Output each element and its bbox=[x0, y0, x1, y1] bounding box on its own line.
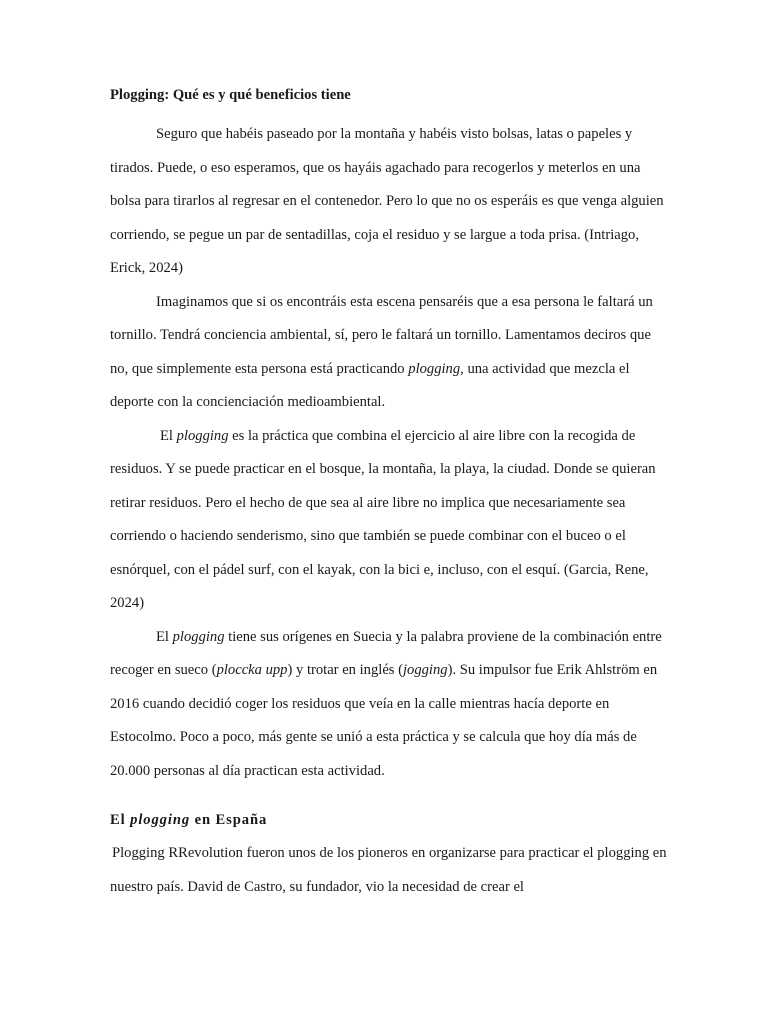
paragraph-2-text-a: Imaginamos que si os encontráis esta escena pensaréis que a esa persona le faltará un tornillo. Tendrá conciencia ambiental, sí, pero le faltará un tornillo. Lamentamos deciros que no, que simplemente esta persona está practicando bbox=[110, 293, 653, 377]
paragraph-4-text-a: El bbox=[156, 628, 173, 645]
paragraph-2-text-b: una actividad que mezcla el deporte con la concienciación medioambiental. bbox=[110, 360, 630, 410]
paragraph-3 bbox=[110, 420, 670, 621]
paragraph-4-emphasis-2: ploccka upp bbox=[216, 662, 288, 678]
paragraph-4-text-c: ) y trotar en inglés ( bbox=[287, 662, 403, 678]
paragraph-3-emphasis: plogging bbox=[176, 427, 229, 444]
paragraph-4-text-b: tiene sus orígenes en Suecia y la palabra proviene de la combinación entre recoger en sueco ( bbox=[110, 628, 662, 678]
section-heading bbox=[110, 805, 670, 835]
paragraph-2-emphasis: plogging, bbox=[408, 360, 464, 377]
section-heading-text-b: en España bbox=[190, 812, 268, 828]
paragraph-3-text-a: El bbox=[160, 427, 177, 444]
document-title: Plogging: Qué es y qué beneficios tiene bbox=[110, 87, 351, 103]
document-page bbox=[110, 84, 670, 904]
section-heading-text-a: El bbox=[110, 812, 131, 828]
paragraph-4 bbox=[110, 621, 670, 789]
paragraph-3-text-b: es la práctica que combina el ejercicio al aire libre con la recogida de residuos. Y se puede practicar en el bosque, la montaña, la playa, la ciudad. Donde se quieran retirar residuos. Pero el hecho de que sea al aire libre no implica que necesariamente sea corriendo o haciendo senderismo, sino que también se puede combinar con el buceo o el esnórquel, con el pádel surf, con el kayak, con la bici e, incluso, con el esquí. (Garcia, Rene, 2024) bbox=[110, 427, 656, 611]
paragraph-4-emphasis-1: plogging bbox=[172, 628, 225, 645]
paragraph-5: Plogging RRevolution fueron unos de los pioneros en organizarse para practicar el plogging en nuestro país. David de Castro, su fundador, vio la necesidad de crear el bbox=[110, 845, 667, 895]
paragraph-4-text-d: ). Su impulsor fue Erik Ahlström en 2016 cuando decidió coger los residuos que veía en la calle mientras hacía deporte en Estocolmo. Poco a poco, más gente se unió a esta práctica y se calcula que hoy día más de 20.000 personas al día practican esta actividad. bbox=[110, 662, 658, 779]
paragraph-2 bbox=[110, 286, 670, 420]
paragraph-1: Seguro que habéis paseado por la montaña y habéis visto bolsas, latas o papeles y tirados. Puede, o eso esperamos, que os hayáis agachado para recogerlos y meterlos en una bolsa para tirarlos al regresar en el contenedor. Pero lo que no os esperáis es que venga alguien corriendo, se pegue un par de sentadillas, coja el residuo y se largue a toda prisa. (Intriago, Erick, 2024) bbox=[110, 126, 664, 276]
section-heading-emphasis: plogging bbox=[130, 812, 191, 828]
paragraph-4-emphasis-3: jogging bbox=[402, 662, 448, 678]
